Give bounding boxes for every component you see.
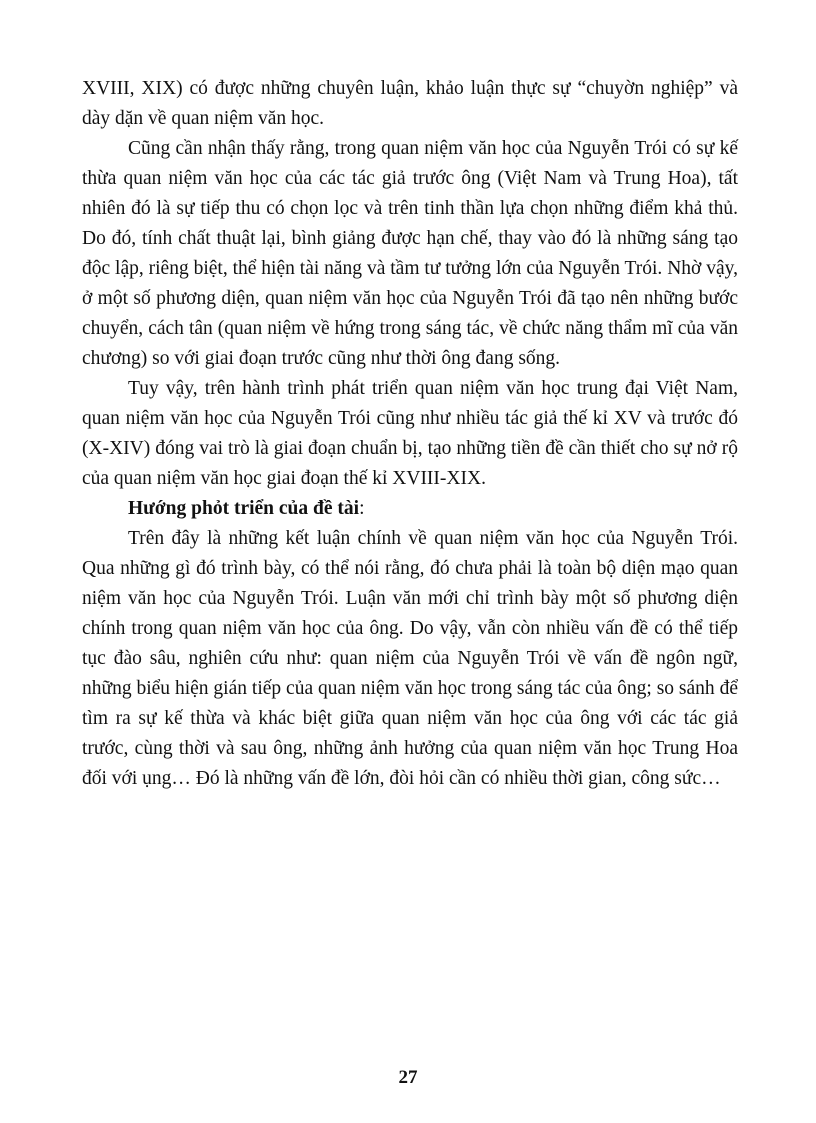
document-page <box>82 74 738 794</box>
page-number: 27 <box>398 1067 418 1088</box>
section-heading-colon: : <box>359 498 365 519</box>
section-heading <box>82 494 738 524</box>
paragraph-development-stage: Tuy vậy, trên hành trình phát triển quan niệm văn học trung đại Việt Nam, quan niệm văn học của Nguyễn Trói cũng như nhiều tác giả thế kỉ XV và trước đó (X-XIV) đóng vai trò là giai đoạn chuẩn bị, tạo những tiền đề cần thiết cho sự nở rộ của quan niệm văn học giai đoạn thế kỉ XVIII-XIX. <box>82 378 738 489</box>
paragraph-future-direction: Trên đây là những kết luận chính về quan niệm văn học của Nguyễn Trói. Qua những gì đó trình bày, có thể nói rằng, đó chưa phải là toàn bộ diện mạo quan niệm văn học của Nguyễn Trói. Luận văn mới chỉ trình bày một số phương diện chính trong quan niệm văn học của ông. Do vậy, vẫn còn nhiều vấn đề có thể tiếp tục đào sâu, nghiên cứu như: quan niệm của Nguyễn Trói về vấn đề ngôn ngữ, những biểu hiện gián tiếp của quan niệm văn học trong sáng tác của ông; so sánh để tìm ra sự kế thừa và khác biệt giữa quan niệm văn học của ông với các tác giả trước, cùng thời và sau ông, những ảnh hưởng của quan niệm văn học Trung Hoa đối với ụng… Đó là những vấn đề lớn, đòi hỏi cần có nhiều thời gian, công sức… <box>82 528 738 789</box>
section-heading-text: Hướng phỏt triển của đề tài <box>128 498 360 519</box>
paragraph-inheritance: Cũng cần nhận thấy rằng, trong quan niệm văn học của Nguyễn Trói có sự kế thừa quan niệm văn học của các tác giả trước ông (Việt Nam và Trung Hoa), tất nhiên đó là sự tiếp thu có chọn lọc và trên tinh thần lựa chọn những điểm khả thủ. Do đó, tính chất thuật lại, bình giảng được hạn chế, thay vào đó là những sáng tạo độc lập, riêng biệt, thể hiện tài năng và tầm tư tưởng lớn của Nguyễn Trói. Nhờ vậy, ở một số phương diện, quan niệm văn học của Nguyễn Trói đã tạo nên những bước chuyển, cách tân (quan niệm về hứng trong sáng tác, về chức năng thẩm mĩ của văn chương) so với giai đoạn trước cũng như thời ông đang sống. <box>82 138 738 369</box>
paragraph-continuation: XVIII, XIX) có được những chuyên luận, khảo luận thực sự “chuyờn nghiệp” và dày dặn về quan niệm văn học. <box>82 78 738 129</box>
